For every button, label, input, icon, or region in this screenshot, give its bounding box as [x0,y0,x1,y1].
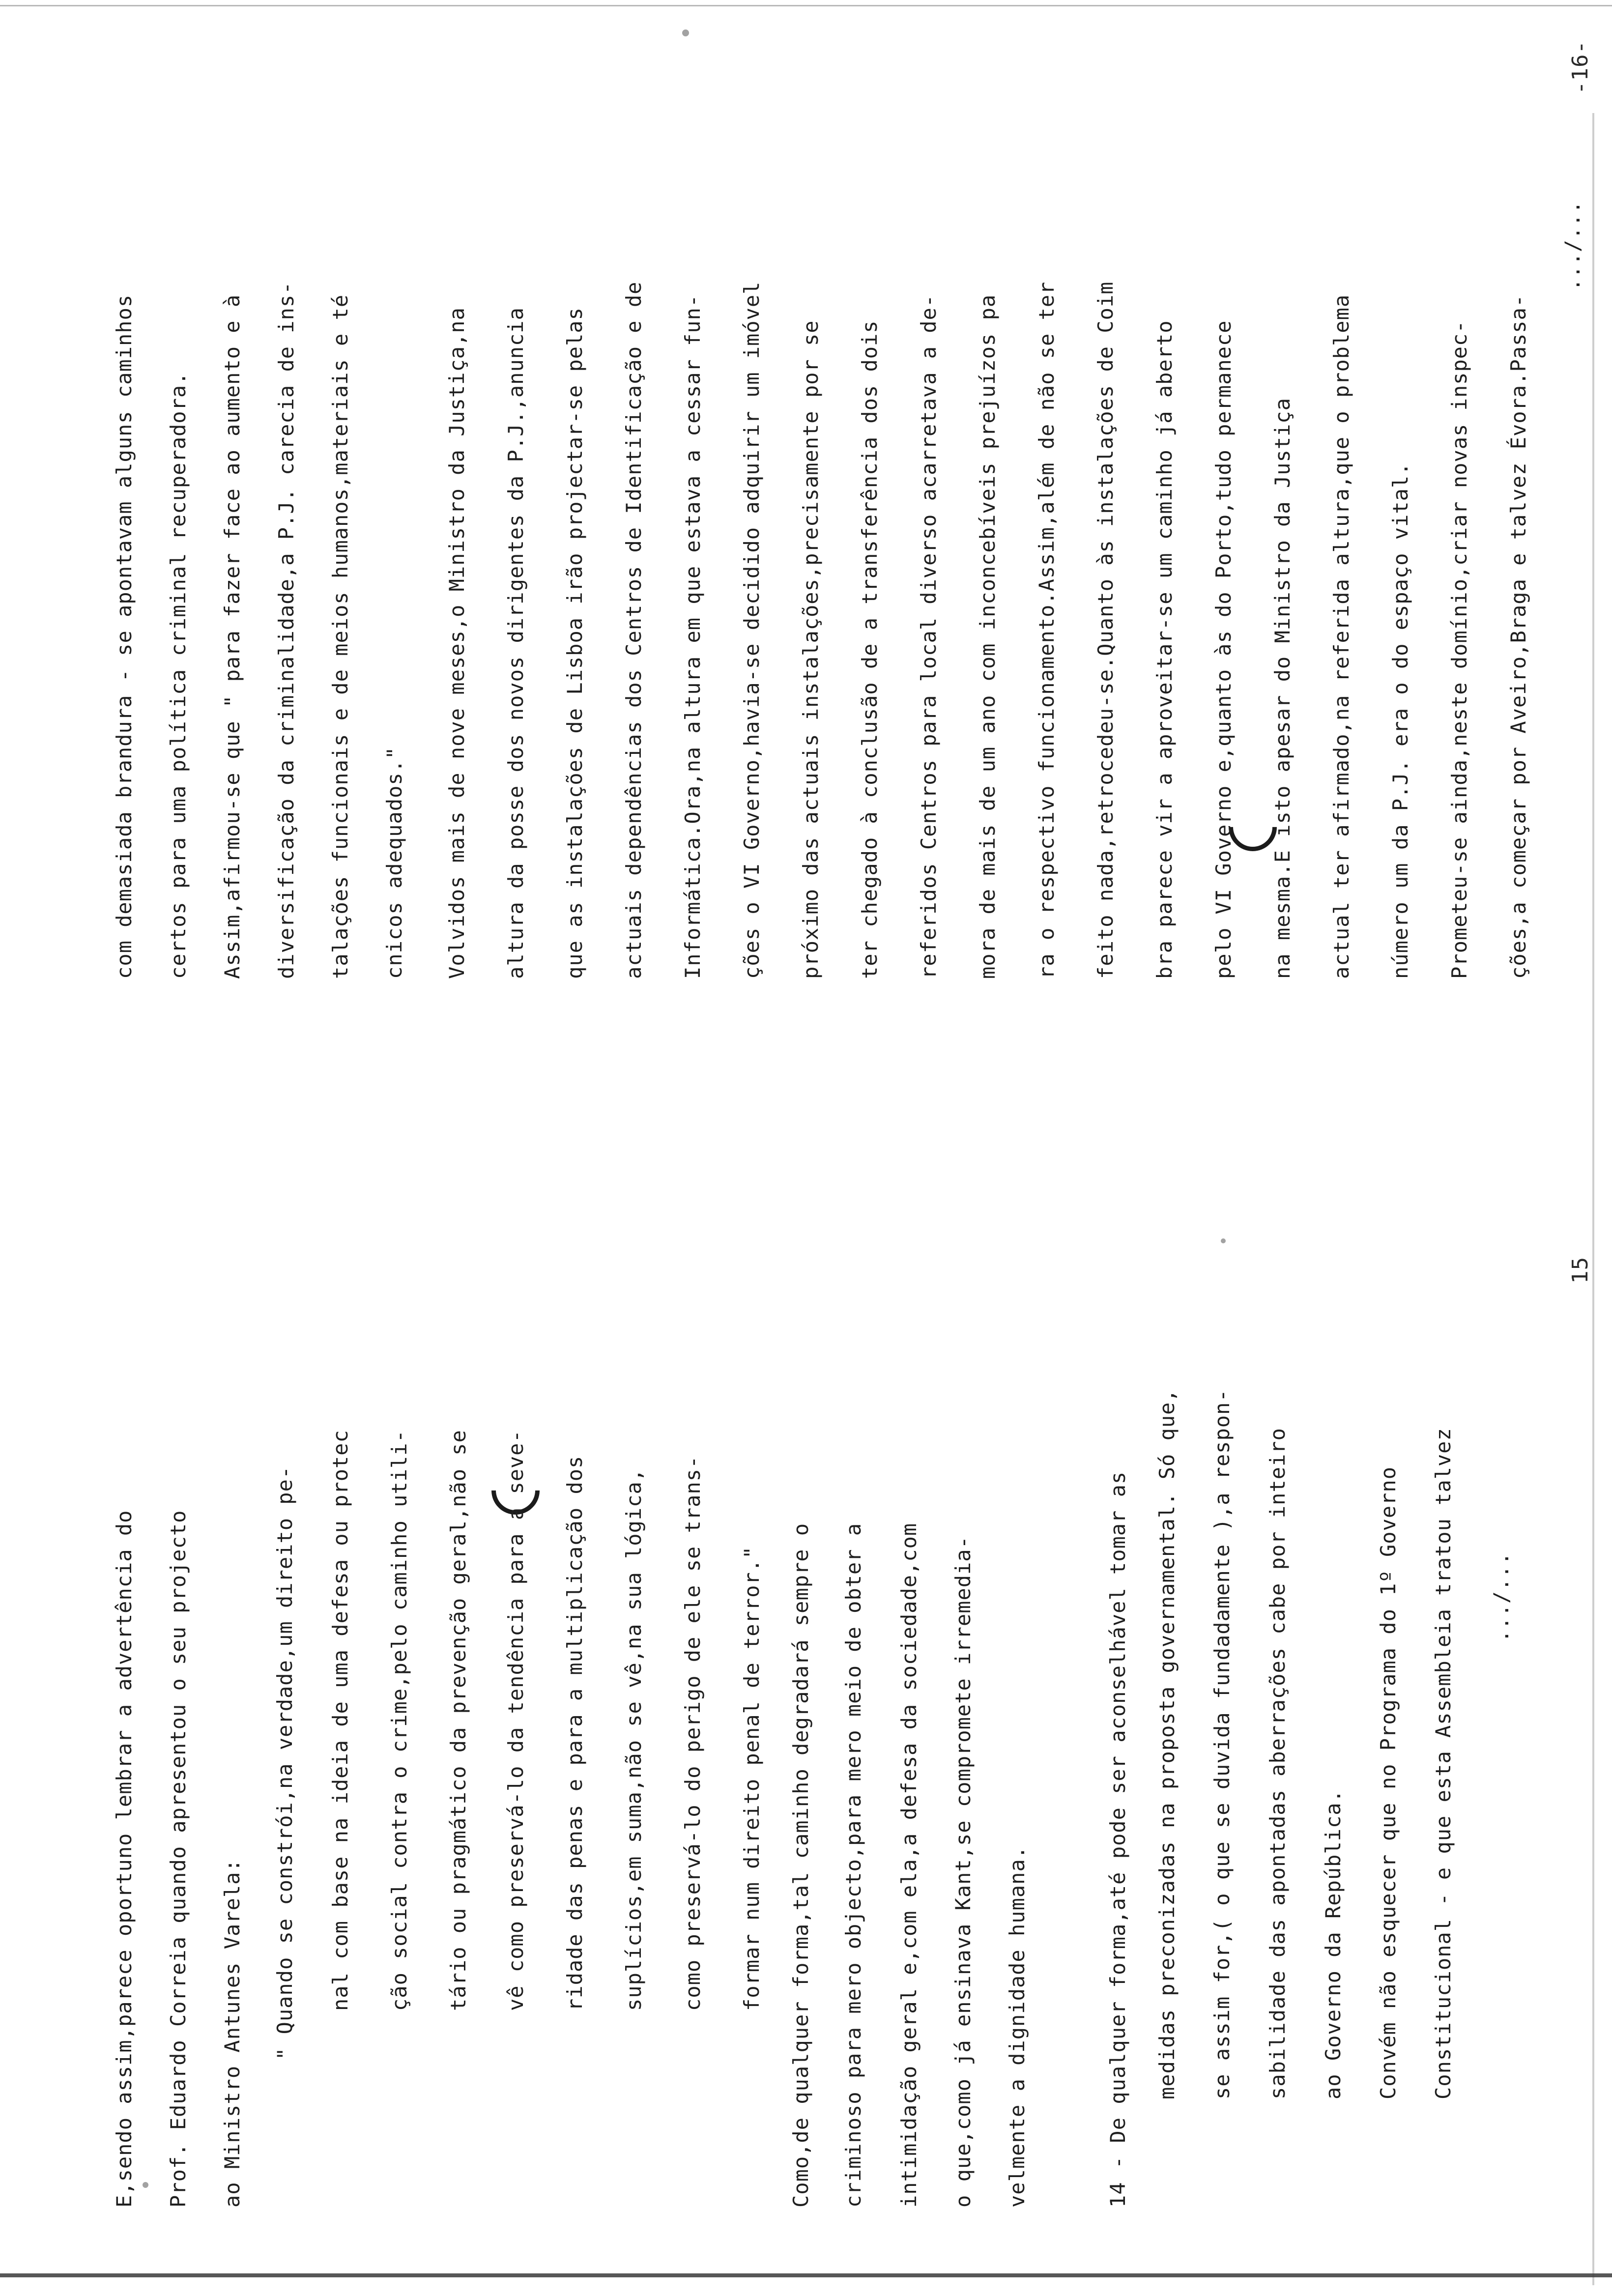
text-line: ter chegado à conclusão de a transferência dos dois [858,320,882,979]
text-line: ções o VI Governo,havia-se decidido adquirir um imóvel [740,281,764,979]
text-line: intimidação geral e,com ela,a defesa da sociedade,com [897,1522,921,2208]
text-line: talações funcionais e de meios humanos,materiais e té [328,294,352,979]
page-number-left: 15 [1568,1257,1593,1284]
text-line: na mesma.E isto apesar do Ministro da Justiça [1270,398,1295,979]
text-line: altura da posse dos novos dirigentes da P.J.,anuncia [504,307,528,979]
continuation-mark: .../... [1560,200,1584,291]
quote-line: formar num direito penal de terror." [740,1546,764,2011]
text-line: Assim,afirmou-se que " para fazer face ao aumento e à [220,294,244,979]
text-line: se assim for,( o que se duvida fundadamente ),a respon- [1210,1389,1234,2099]
text-line: diversificação da criminalidade,a P.J. carecia de ins- [274,281,298,979]
quote-line: vê como preservá-lo da tendência para a seve- [504,1430,528,2011]
text-line: Convém não esquecer que no Programa do 1º Governo [1376,1466,1400,2099]
text-line: criminoso para mero objecto,para mero meio de obter a [841,1522,865,2208]
text-line: velmente a dignidade humana. [1005,1845,1029,2208]
text-line: ções,a começar por Aveiro,Braga e talvez Évora.Passa- [1506,294,1530,979]
text-line: cnicos adequados." [382,746,406,979]
continuation-mark: .../... [1489,1551,1513,1642]
text-line: com demasiada brandura - se apontavam alguns caminhos [112,294,136,979]
text-line: ra o respectivo funcionamento.Assim,além de não se ter [1035,281,1059,979]
text-line: ao Ministro Antunes Varela: [220,1859,244,2208]
text-line: o que,como já ensinava Kant,se compromete irremedia- [951,1536,975,2208]
page-number-right: -16- [1568,40,1593,94]
text-line: número um da P.J. era o do espaço vital. [1388,462,1412,979]
text-line: actual ter afirmado,na referida altura,que o problema [1329,294,1353,979]
text-line: feito nada,retrocedeu-se.Quanto às instalações de Coim [1094,281,1118,979]
text-line: actuais dependências dos Centros de Identificação e de [622,281,646,979]
text-line: sabilidade das apontadas aberrações cabe por inteiro [1266,1428,1290,2099]
text-line: mora de mais de um ano com inconcebíveis prejuízos pa [976,294,1000,979]
section-heading-line: 14 - De qualquer forma,até pode ser aconselhável tomar as [1106,1471,1130,2208]
quote-line: como preservá-lo do perigo de ele se trans- [681,1455,705,2011]
quote-line: ção social contra o crime,pelo caminho utili- [387,1430,411,2011]
text-line: Prof. Eduardo Correia quando apresentou o seu projecto [166,1510,190,2208]
text-line: Constitucional - e que esta Assembleia tratou talvez [1431,1428,1455,2099]
text-line: próximo das actuais instalações,precisamente por se [799,320,823,979]
text-line: Prometeu-se ainda,neste domínio,criar novas inspec- [1447,320,1471,979]
quote-line: ridade das penas e para a multiplicação dos [563,1455,587,2011]
text-line: pelo VI Governo e,quanto às do Porto,tudo permanece [1211,320,1236,979]
text-line: medidas preconizadas na proposta governamental. Só que, [1155,1389,1179,2099]
quote-line: suplícios,em suma,não se vê,na sua lógica, [622,1468,646,2011]
text-line: bra parece vir a aproveitar-se um caminho já aberto [1152,320,1177,979]
text-line: que as instalações de Lisboa irão projectar-se pelas [563,307,587,979]
text-line: Informática.Ora,na altura em que estava a cessar fun- [681,294,705,979]
text-line: E,sendo assim,parece oportuno lembrar a advertência do [112,1510,136,2208]
quote-line: tário ou pragmático da prevenção geral,não se [446,1430,470,2011]
text-line: ao Governo da República. [1321,1789,1345,2099]
text-line: Volvidos mais de nove meses,o Ministro da Justiça,na [445,307,469,979]
text-line: Como,de qualquer forma,tal caminho degradará sempre o [789,1522,813,2208]
quote-line: " Quando se constrói,na verdade,um direito pe- [273,1465,297,2060]
text-line: referidos Centros para local diverso acarretava a de- [917,294,941,979]
quote-line: nal com base na ideia de uma defesa ou protec [328,1430,352,2011]
text-line: certos para uma política criminal recuperadora. [166,372,190,979]
